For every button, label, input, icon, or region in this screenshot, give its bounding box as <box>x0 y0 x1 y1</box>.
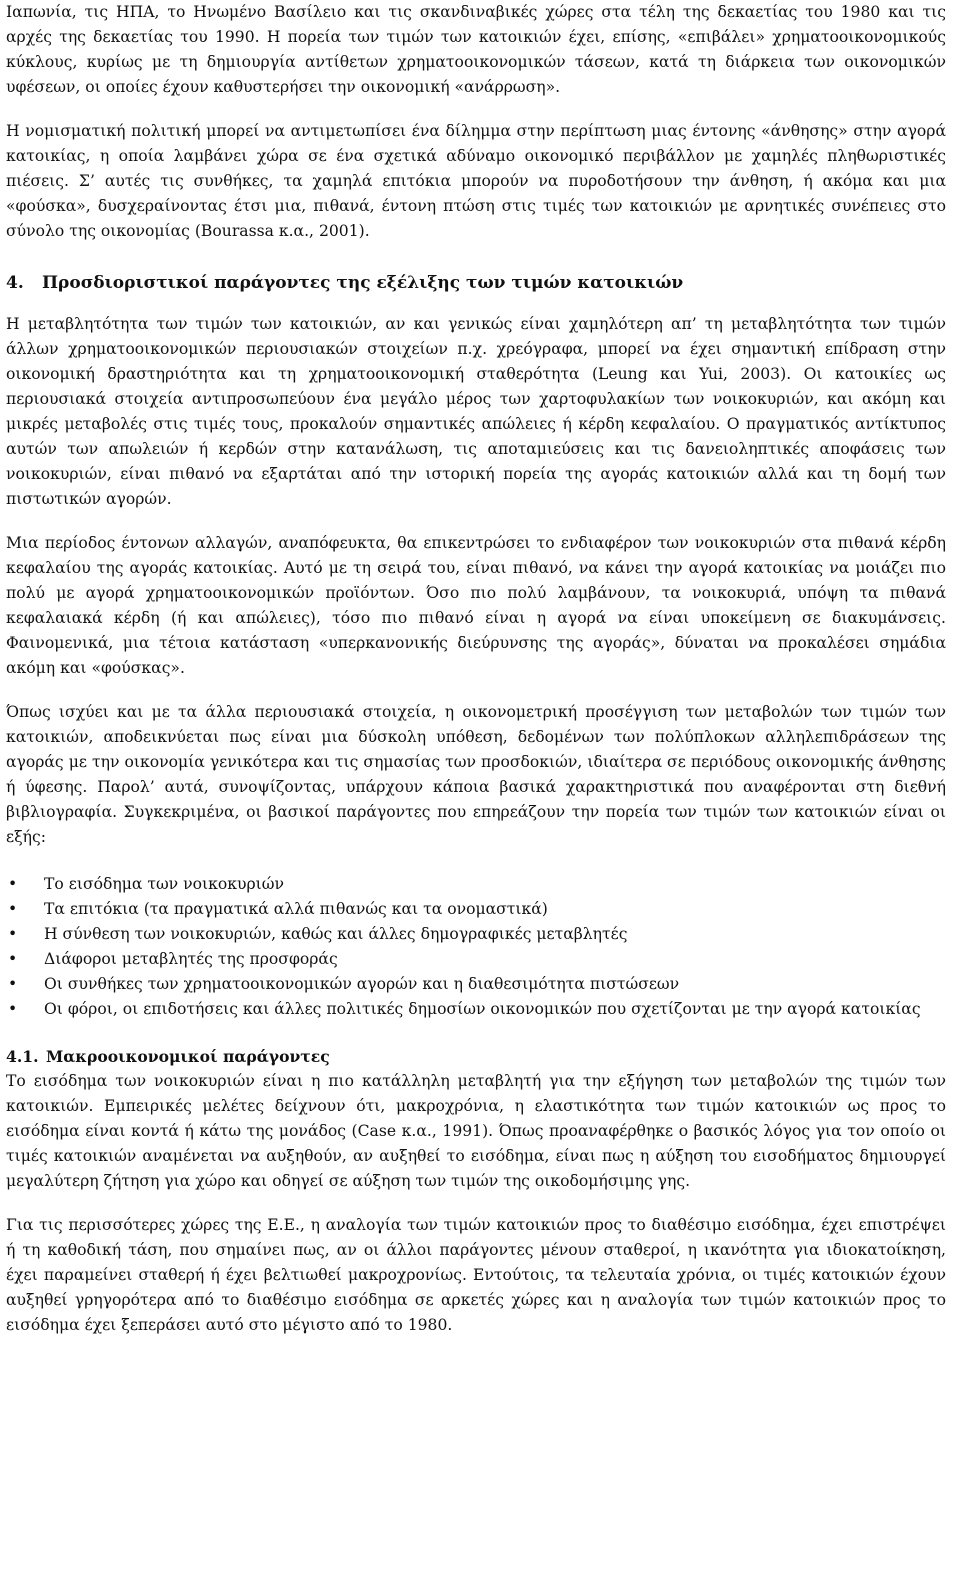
section-4-1-number: 4.1. <box>6 1047 39 1066</box>
factor-item <box>6 922 946 947</box>
section-4-paragraph-3: Όπως ισχύει και με τα άλλα περιουσιακά στοιχεία, η οικονομετρική προσέγγιση των μεταβολών των τιμών των κατοικιών, αποδεικνύεται πως είναι μια δύσκολη υπόθεση, δεδομένων των πολύπλοκων αλληλεπιδράσεων της αγοράς με την οικονομία γενικότερα και τις σημασίας των προσδοκιών, ιδιαίτερα σε περιόδους οικονομικής άνθησης ή ύφεσης. Παρολ’ αυτά, συνοψίζοντας, υπάρχουν κάποια βασικά χαρακτηριστικά που αναφέρονται στη διεθνή βιβλιογραφία. Συγκεκριμένα, οι βασικοί παράγοντες που επηρεάζουν την πορεία των τιμών των κατοικιών είναι οι εξής: <box>6 703 946 846</box>
section-4-1-paragraph-1: Το εισόδημα των νοικοκυριών είναι η πιο κατάλληλη μεταβλητή για την εξήγηση των μεταβολών της τιμών των κατοικιών. Εμπειρικές μελέτες δείχνουν ότι, μακροχρόνια, η ελαστικότητα των τιμών κατοικιών ως προς το εισόδημα είναι κοντά ή κάτω της μονάδος (Case κ.α., 1991). Όπως προαναφέρθηκε ο βασικός λόγος για τον οποίο οι τιμές κατοικιών αναμένεται να αυξηθούν, αν αυξηθεί το εισόδημα, είναι πως η αύξηση του εισοδήματος δημιουργεί μεγαλύτερη ζήτηση για χώρο και οδηγεί σε αύξηση των τιμών της οικοδομήσιμης γης. <box>6 1072 946 1190</box>
bullet-icon: • <box>8 950 18 968</box>
factors-list <box>6 872 946 1022</box>
factor-item <box>6 872 946 897</box>
factor-text: Τα επιτόκια (τα πραγματικά αλλά πιθανώς και τα ονομαστικά) <box>44 900 548 918</box>
bullet-icon: • <box>8 875 18 893</box>
factor-item <box>6 997 946 1022</box>
section-4-1-title: Μακροοικονομικοί παράγοντες <box>46 1047 330 1066</box>
paragraph-intro-1: Ιαπωνία, τις ΗΠΑ, το Ηνωμένο Βασίλειο και τις σκανδιναβικές χώρες στα τέλη της δεκαετίας του 1980 και τις αρχές της δεκαετίας του 1990. Η πορεία των τιμών των κατοικιών έχει, επίσης, «επιβάλει» χρηματοοικονομικούς κύκλους, κυρίως με τη δημιουργία αντίθετων χρηματοοικονομικών τάσεων, κατά τη διάρκεια των οικονομικών υφέσεων, οι οποίες έχουν καθυστερήσει την οικονομική «ανάρρωση». <box>6 3 946 96</box>
section-4-number: 4. <box>6 273 24 293</box>
bullet-icon: • <box>8 975 18 993</box>
factor-text: Η σύνθεση των νοικοκυριών, καθώς και άλλες δημογραφικές μεταβλητές <box>44 925 628 943</box>
section-4-paragraph-2: Μια περίοδος έντονων αλλαγών, αναπόφευκτα, θα επικεντρώσει το ενδιαφέρον των νοικοκυριών στα πιθανά κέρδη κεφαλαίου της αγοράς κατοικίας. Αυτό με τη σειρά του, είναι πιθανό, να κάνει την αγορά κατοικίας να μοιάζει πιο πολύ με αγορά χρηματοοικονομικών προϊόντων. Όσο πιο πολύ λαμβάνουν, τα νοικοκυριά, υπόψη τα πιθανά κεφαλαιακά κέρδη (ή και απώλειες), τόσο πιο πιθανό είναι η αγορά να είναι υποκείμενη σε διακυμάνσεις. Φαινομενικά, μια τέτοια κατάσταση «υπερκανονικής διεύρυνσης της αγοράς», δύναται να προκαλέσει σημάδια ακόμη και «φούσκας». <box>6 534 946 677</box>
bullet-icon: • <box>8 900 18 918</box>
section-4-1-heading <box>6 1044 946 1069</box>
factor-item <box>6 897 946 922</box>
paragraph-intro-2: Η νομισματική πολιτική μπορεί να αντιμετωπίσει ένα δίλημμα στην περίπτωση μιας έντονης «άνθησης» στην αγορά κατοικίας, η οποία λαμβάνει χώρα σε ένα σχετικά αδύναμο οικονομικό περιβάλλον με χαμηλές πληθωριστικές πιέσεις. Σ’ αυτές τις συνθήκες, τα χαμηλά επιτόκια μπορούν να πυροδοτήσουν την άνθηση, ή ακόμα και μια «φούσκα», δυσχεραίνοντας έτσι μια, πιθανά, έντονη πτώση στις τιμές των κατοικιών με αρνητικές συνέπειες στο σύνολο της οικονομίας (Bourassa κ.α., 2001). <box>6 122 946 240</box>
factor-text: Το εισόδημα των νοικοκυριών <box>44 875 284 893</box>
bullet-icon: • <box>8 1000 18 1018</box>
section-4-paragraph-1: Η μεταβλητότητα των τιμών των κατοικιών, αν και γενικώς είναι χαμηλότερη απ’ τη μεταβλητότητα των τιμών άλλων χρηματοοικονομικών περιουσιακών στοιχείων π.χ. χρεόγραφα, μπορεί να έχει σημαντική επίδραση στην οικονομική δραστηριότητα και τη χρηματοοικονομική σταθερότητα (Leung και Yui, 2003). Οι κατοικίες ως περιουσιακά στοιχεία αντιπροσωπεύουν ένα μεγάλο μέρος των χαρτοφυλακίων των νοικοκυριών, και ακόμη και μικρές μεταβολές στις τιμές τους, προκαλούν σημαντικές απώλειες ή κέρδη κεφαλαίου. Ο πραγματικός αντίκτυπος αυτών των απωλειών ή κερδών στην κατανάλωση, τις αποταμιεύσεις και τις δανειοληπτικές αποφάσεις των νοικοκυριών, είναι πιθανό να εξαρτάται από την ιστορική πορεία της αγοράς κατοικιών αλλά και τη δομή των πιστωτικών αγορών. <box>6 315 946 508</box>
section-4-1-paragraph-2: Για τις περισσότερες χώρες της Ε.Ε., η αναλογία των τιμών κατοικιών προς το διαθέσιμο εισόδημα, έχει επιστρέψει ή τη καθοδική τάση, που σημαίνει πως, αν οι άλλοι παράγοντες μένουν σταθεροί, η ικανότητα για ιδιοκατοίκηση, έχει παραμείνει σταθερή ή έχει βελτιωθεί μακροχρονίως. Εντούτοις, τα τελευταία χρόνια, οι τιμές κατοικιών έχουν αυξηθεί γρηγορότερα από το διαθέσιμο εισόδημα σε αρκετές χώρες και η αναλογία των τιμών κατοικιών προς το εισόδημα έχει ξεπεράσει αυτό στο μέγιστο από το 1980. <box>6 1216 946 1334</box>
factor-text: Οι συνθήκες των χρηματοοικονομικών αγορών και η διαθεσιμότητα πιστώσεων <box>44 975 680 993</box>
section-4-heading <box>6 271 946 296</box>
factor-text: Οι φόροι, οι επιδοτήσεις και άλλες πολιτικές δημοσίων οικονομικών που σχετίζονται με την αγορά κατοικίας <box>44 1000 921 1018</box>
section-4-title: Προσδιοριστικοί παράγοντες της εξέλιξης των τιμών κατοικιών <box>42 273 684 293</box>
factor-item <box>6 972 946 997</box>
factor-item <box>6 947 946 972</box>
bullet-icon: • <box>8 925 18 943</box>
factor-text: Διάφοροι μεταβλητές της προσφοράς <box>44 950 338 968</box>
